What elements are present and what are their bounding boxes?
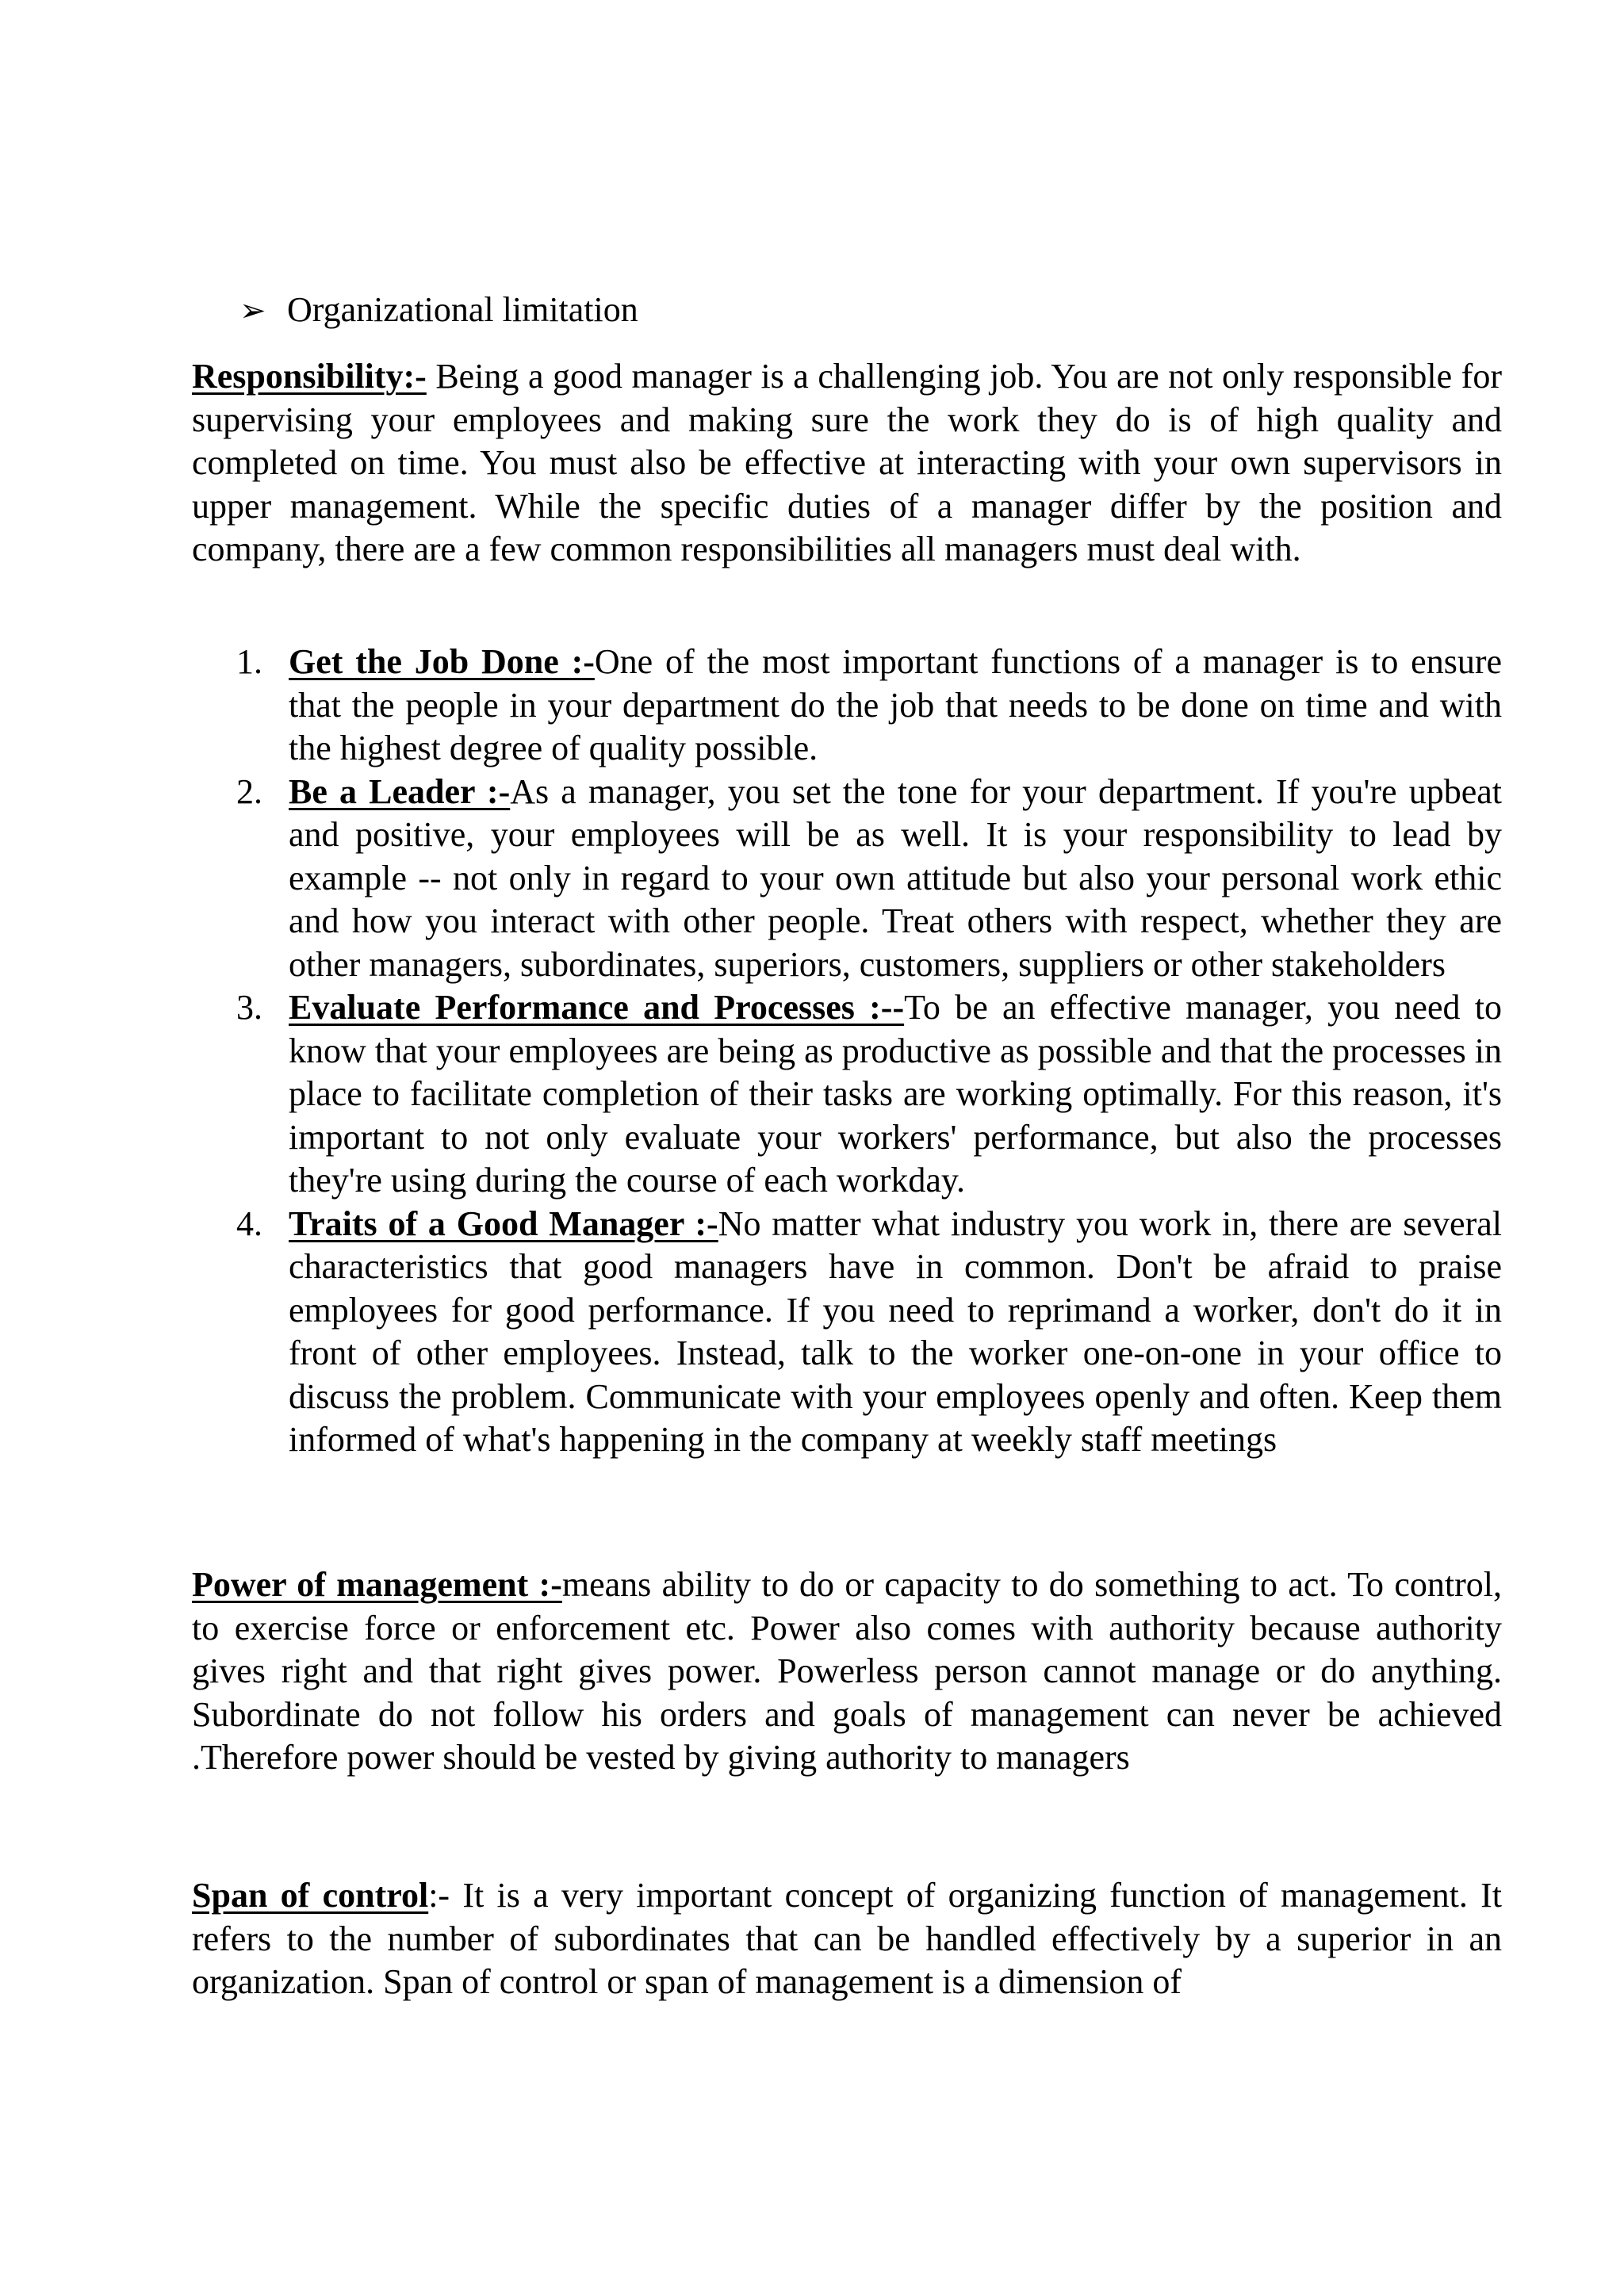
power-paragraph <box>192 1563 1502 1780</box>
list-item <box>236 1203 1502 1462</box>
list-item <box>236 641 1503 771</box>
arrow-bullet-icon: ➢ <box>239 293 266 329</box>
span-paragraph <box>192 1874 1502 2004</box>
list-item-heading: Evaluate Performance and Processes :-- <box>289 988 905 1027</box>
list-item-heading: Traits of a Good Manager :- <box>289 1203 718 1243</box>
bullet-text: Organizational limitation <box>287 290 638 329</box>
list-item <box>236 986 1502 1203</box>
list-item <box>236 771 1502 987</box>
list-number: 3. <box>236 988 262 1027</box>
list-item-heading: Get the Job Done :- <box>289 642 595 681</box>
responsibilities-list <box>236 641 1503 1462</box>
list-number: 2. <box>236 771 262 811</box>
list-item-body: No matter what industry you work in, there are several characteristics that good managers have in common. Don't be afraid to praise employees for good performance. If you need to reprimand a worker, don't do it in front of other employees. Instead, talk to the worker one-on-one in your office to discuss the problem. Communicate with your employees openly and often. Keep them informed of what's happening in the company at weekly staff meetings <box>289 1203 1502 1459</box>
power-heading: Power of management :- <box>192 1565 562 1604</box>
list-item-body: One of the most important functions of a manager is to ensure that the people in your department do the job that needs to be done on time and with the highest degree of quality possible. <box>289 642 1503 767</box>
list-item-body: As a manager, you set the tone for your department. If you're upbeat and positive, your employees will be as well. It is your responsibility to lead by example -- not only in regard to your own attitude but also your personal work ethic and how you interact with other people. Treat others with respect, whether they are other managers, subordinates, superiors, customers, suppliers or other stakeholders <box>289 771 1502 984</box>
responsibility-body: Being a good manager is a challenging job. You are not only responsible for supervising your employees and making sure the work they do is of high quality and completed on time. You must also be effective at interacting with your own supervisors in upper management. While the specific duties of a manager differ by the position and company, there are a few common responsibilities all managers must deal with. <box>192 357 1502 568</box>
span-heading: Span of control <box>192 1876 429 1915</box>
bullet-item <box>239 289 638 333</box>
power-body: means ability to do or capacity to do something to act. To control, to exercise force or enforcement etc. Power also comes with authority because authority gives right and that right gives power. Powerless person cannot manage or do anything. Subordinate do not follow his orders and goals of management can never be achieved .Therefore power should be vested by giving authority to managers <box>192 1565 1502 1777</box>
responsibility-paragraph <box>192 355 1502 572</box>
responsibility-heading: Responsibility:- <box>192 357 427 396</box>
list-item-body: To be an effective manager, you need to know that your employees are being as productive as possible and that the processes in place to facilitate completion of their tasks are working optimally. For this reason, it's important to not only evaluate your workers' performance, but also the processes they're using during the course of each workday. <box>289 988 1502 1200</box>
list-item-heading: Be a Leader :- <box>289 771 511 811</box>
list-number: 1. <box>236 642 262 681</box>
list-number: 4. <box>236 1203 262 1243</box>
span-body: :- It is a very important concept of organizing function of management. It refers to the number of subordinates that can be handled effectively by a superior in an organization. Span of control or span of management is a dimension of <box>192 1876 1502 2001</box>
